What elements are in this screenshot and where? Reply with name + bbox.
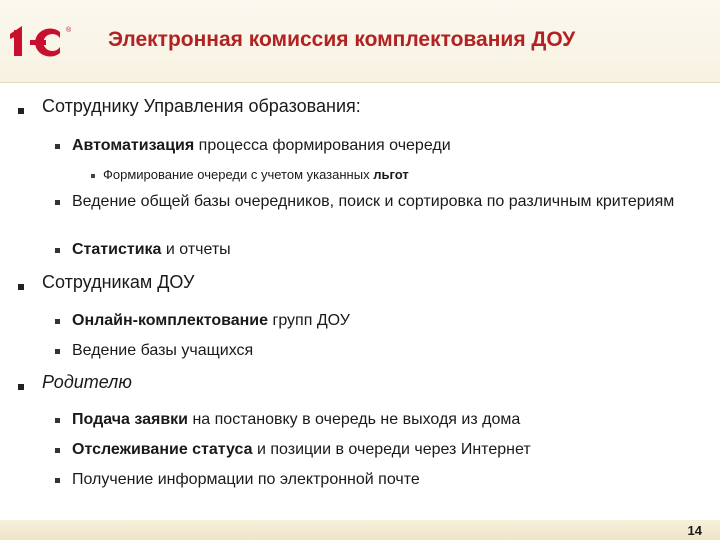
bullet-square-icon (55, 349, 60, 354)
section-label-parents: Родителю (42, 372, 132, 392)
page-number: 14 (687, 523, 702, 538)
list-item: Ведение общей базы очередников, поиск и сортировка по различным критериям (72, 193, 675, 210)
bullet-square-icon (55, 144, 60, 149)
section-label-dou-staff: Сотрудникам ДОУ (42, 272, 195, 292)
sub-list-item: Формирование очереди с учетом указанных льгот (103, 167, 409, 182)
1c-logo (8, 22, 74, 62)
header-divider (0, 82, 720, 83)
bullet-square-icon (55, 200, 60, 205)
section-label-education-office: Сотруднику Управления образования: (42, 96, 361, 116)
list-item: Отслеживание статуса и позиции в очереди через Интернет (72, 441, 531, 458)
footer-band (0, 520, 720, 540)
list-item: Автоматизация процесса формирования очереди (72, 137, 451, 154)
list-item: Получение информации по электронной почте (72, 471, 420, 488)
bullet-square-icon (18, 284, 24, 290)
bullet-square-icon (55, 418, 60, 423)
bullet-square-icon (18, 108, 24, 114)
list-item: Ведение базы учащихся (72, 342, 254, 359)
bullet-square-icon (18, 384, 24, 390)
bullet-square-icon (55, 319, 60, 324)
bullet-square-icon (55, 448, 60, 453)
slide-title: Электронная комиссия комплектования ДОУ (108, 28, 576, 51)
bullet-square-icon (91, 174, 95, 178)
list-item: Статистика и отчеты (72, 241, 231, 258)
bullet-square-icon (55, 478, 60, 483)
registered-mark: ® (66, 27, 72, 34)
bullet-square-icon (55, 248, 60, 253)
list-item: Онлайн-комплектование групп ДОУ (72, 312, 350, 329)
list-item: Подача заявки на постановку в очередь не выходя из дома (72, 411, 521, 428)
